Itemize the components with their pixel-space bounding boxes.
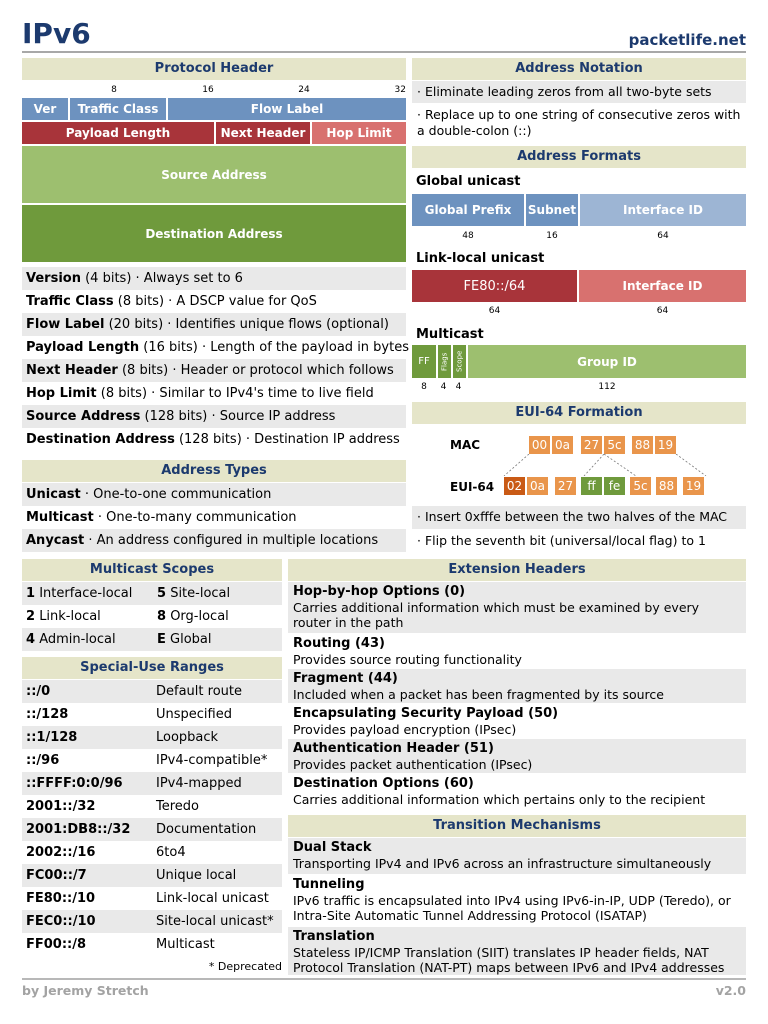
link-local-interface-id-field: Interface ID [579,270,746,302]
range-row: 2001:DB8::/32 Documentation [22,818,282,841]
multicast-format-label: Multicast [416,327,484,342]
ext-header-item: Routing (43) Provides source routing functionality [293,636,522,667]
bit-tick-24: 24 [298,85,310,95]
address-formats-heading: Address Formats [412,146,746,168]
flags-bits: 4 [440,382,447,392]
eui64-octet: 5c [630,477,651,495]
eui64-octet: 02 [504,477,525,495]
global-unicast-label: Global unicast [416,174,521,189]
bit-tick-16: 16 [202,85,214,95]
notation-note: · Eliminate leading zeros from all two-byte sets [412,81,746,103]
ff-bits: 8 [421,382,427,392]
field-next-header: Next Header [216,122,310,144]
eui64-note: · Insert 0xfffe between the two halves of the MAC [412,506,746,529]
bit-tick-8: 8 [111,85,117,95]
ext-header-item: Authentication Header (51) Provides packet authentication (IPsec) [288,739,746,773]
global-prefix-bits: 48 [462,231,474,241]
ext-header-item: Encapsulating Security Payload (50) Provides payload encryption (IPsec) [293,706,559,737]
range-row: ::/96 IPv4-compatible* [26,753,268,768]
header-field-row: Traffic Class (8 bits) · A DSCP value for QoS [26,294,317,309]
subnet-field: Subnet [526,194,578,226]
mac-octet: 27 [581,436,602,454]
address-type-row: Anycast · An address configured in multiple locations [22,529,406,552]
global-prefix-field: Global Prefix [412,194,524,226]
header-field-row: Hop Limit (8 bits) · Similar to IPv4's time to live field [26,386,374,401]
eui64-note: · Flip the seventh bit (universal/local flag) to 1 [417,533,706,548]
header-field-row: Source Address (128 bits) · Source IP address [22,405,406,428]
transition-item: Tunneling IPv6 traffic is encapsulated into IPv4 using IPv6-in-IP, UDP (Teredo), or Intra-Site Automatic Tunnel Addressing Protocol (ISATAP) [293,877,731,923]
ext-header-item: Hop-by-hop Options (0) Carries additional information which must be examined by every router in the path [288,582,746,633]
author-credit: by Jeremy Stretch [22,983,149,998]
range-row: 2001::/32 Teredo [26,799,199,814]
transition-item: Translation Stateless IP/ICMP Translation (SIIT) translates IP header fields, NAT Protocol Translation (NAT-PT) maps between IPv6 and IPv4 addresses [288,927,746,975]
range-row: ::1/128 Loopback [22,726,282,749]
range-row: FF00::/8 Multicast [26,937,215,952]
version-label: v2.0 [715,983,746,998]
title-divider [22,51,746,53]
field-source-address: Source Address [22,146,406,203]
field-payload-length: Payload Length [22,122,214,144]
mac-label: MAC [450,438,481,452]
ext-header-item: Destination Options (60) Carries additional information which pertains only to the recipient [293,776,706,807]
scope-row: 4 Admin-local E Global [22,628,282,651]
interface-id-field: Interface ID [580,194,746,226]
header-field-row: Version (4 bits) · Always set to 6 [22,267,406,290]
header-field-list [22,267,409,451]
mac-octet: 0a [552,436,573,454]
extension-headers-heading: Extension Headers [288,559,746,581]
range-row: ::/0 Default route [22,680,282,703]
ff-field: FF [412,345,436,378]
eui64-label: EUI-64 [450,480,495,494]
transition-heading: Transition Mechanisms [288,815,746,837]
ext-header-item: Fragment (44) Included when a packet has been fragmented by its source [288,669,746,703]
header-field-row: Destination Address (128 bits) · Destination IP address [26,432,400,447]
mac-octet: 5c [604,436,625,454]
mac-octet: 00 [529,436,550,454]
scope-bits: 4 [455,382,462,392]
eui64-octet: fe [604,477,625,495]
fe80-prefix-bits: 64 [488,306,501,316]
eui64-octet: 19 [683,477,704,495]
eui64-octet: 0a [527,477,548,495]
field-hop-limit: Hop Limit [312,122,406,144]
eui64-octet: ff [581,477,602,495]
bit-tick-32: 32 [394,85,406,95]
link-local-label: Link-local unicast [416,251,545,266]
header-field-row: Flow Label (20 bits) · Identifies unique flows (optional) [22,313,406,336]
field-version: Ver [22,98,68,120]
subnet-bits: 16 [546,231,558,241]
protocol-header-heading: Protocol Header [22,58,406,80]
address-types-list [22,483,406,552]
scope-row: 1 Interface-local 5 Site-local [22,582,282,605]
eui64-octet: 27 [555,477,576,495]
address-types-heading: Address Types [22,460,406,482]
link-local-interface-id-bits: 64 [656,306,669,316]
address-notation-heading: Address Notation [412,58,746,80]
multicast-scopes-heading: Multicast Scopes [22,559,282,581]
field-destination-address: Destination Address [22,205,406,262]
special-ranges-table [22,680,282,956]
footer-divider [22,978,746,980]
range-row: FEC0::/10 Site-local unicast* [22,910,282,933]
eui64-octet: 88 [656,477,677,495]
special-ranges-heading: Special-Use Ranges [22,657,282,679]
range-row: ::/128 Unspecified [26,707,232,722]
interface-id-bits: 64 [657,231,669,241]
header-field-row: Payload Length (16 bits) · Length of the payload in bytes [26,340,409,355]
mac-octet: 88 [632,436,653,454]
eui64-mapping-lines [412,454,746,476]
transition-item: Dual Stack Transporting IPv4 and IPv6 across an infrastructure simultaneously [288,838,746,874]
deprecated-footnote: * Deprecated [208,960,282,973]
page-title: IPv6 [22,17,91,50]
group-id-field: Group ID [468,345,746,378]
mac-octet: 19 [655,436,676,454]
field-traffic-class: Traffic Class [70,98,166,120]
flags-field: Flags [438,345,451,378]
range-row: ::FFFF:0:0/96 IPv4-mapped [22,772,282,795]
multicast-scopes-table [22,582,282,651]
scope-row: 2 Link-local 8 Org-local [26,609,229,624]
address-type-row: Multicast · One-to-many communication [26,510,297,525]
eui64-heading: EUI-64 Formation [412,402,746,424]
field-flow-label: Flow Label [168,98,406,120]
range-row: 2002::/16 6to4 [26,845,186,860]
header-field-row: Next Header (8 bits) · Header or protocol which follows [22,359,406,382]
scope-field: Scope [453,345,466,378]
group-id-bits: 112 [598,382,616,392]
range-row: FC00::/7 Unique local [22,864,282,887]
fe80-prefix-field: FE80::/64 [412,270,577,302]
address-type-row: Unicast · One-to-one communication [22,483,406,506]
range-row: FE80::/10 Link-local unicast [26,891,269,906]
notation-note: · Replace up to one string of consecutive zeros with a double-colon (::) [417,107,741,138]
site-name: packetlife.net [628,31,746,49]
